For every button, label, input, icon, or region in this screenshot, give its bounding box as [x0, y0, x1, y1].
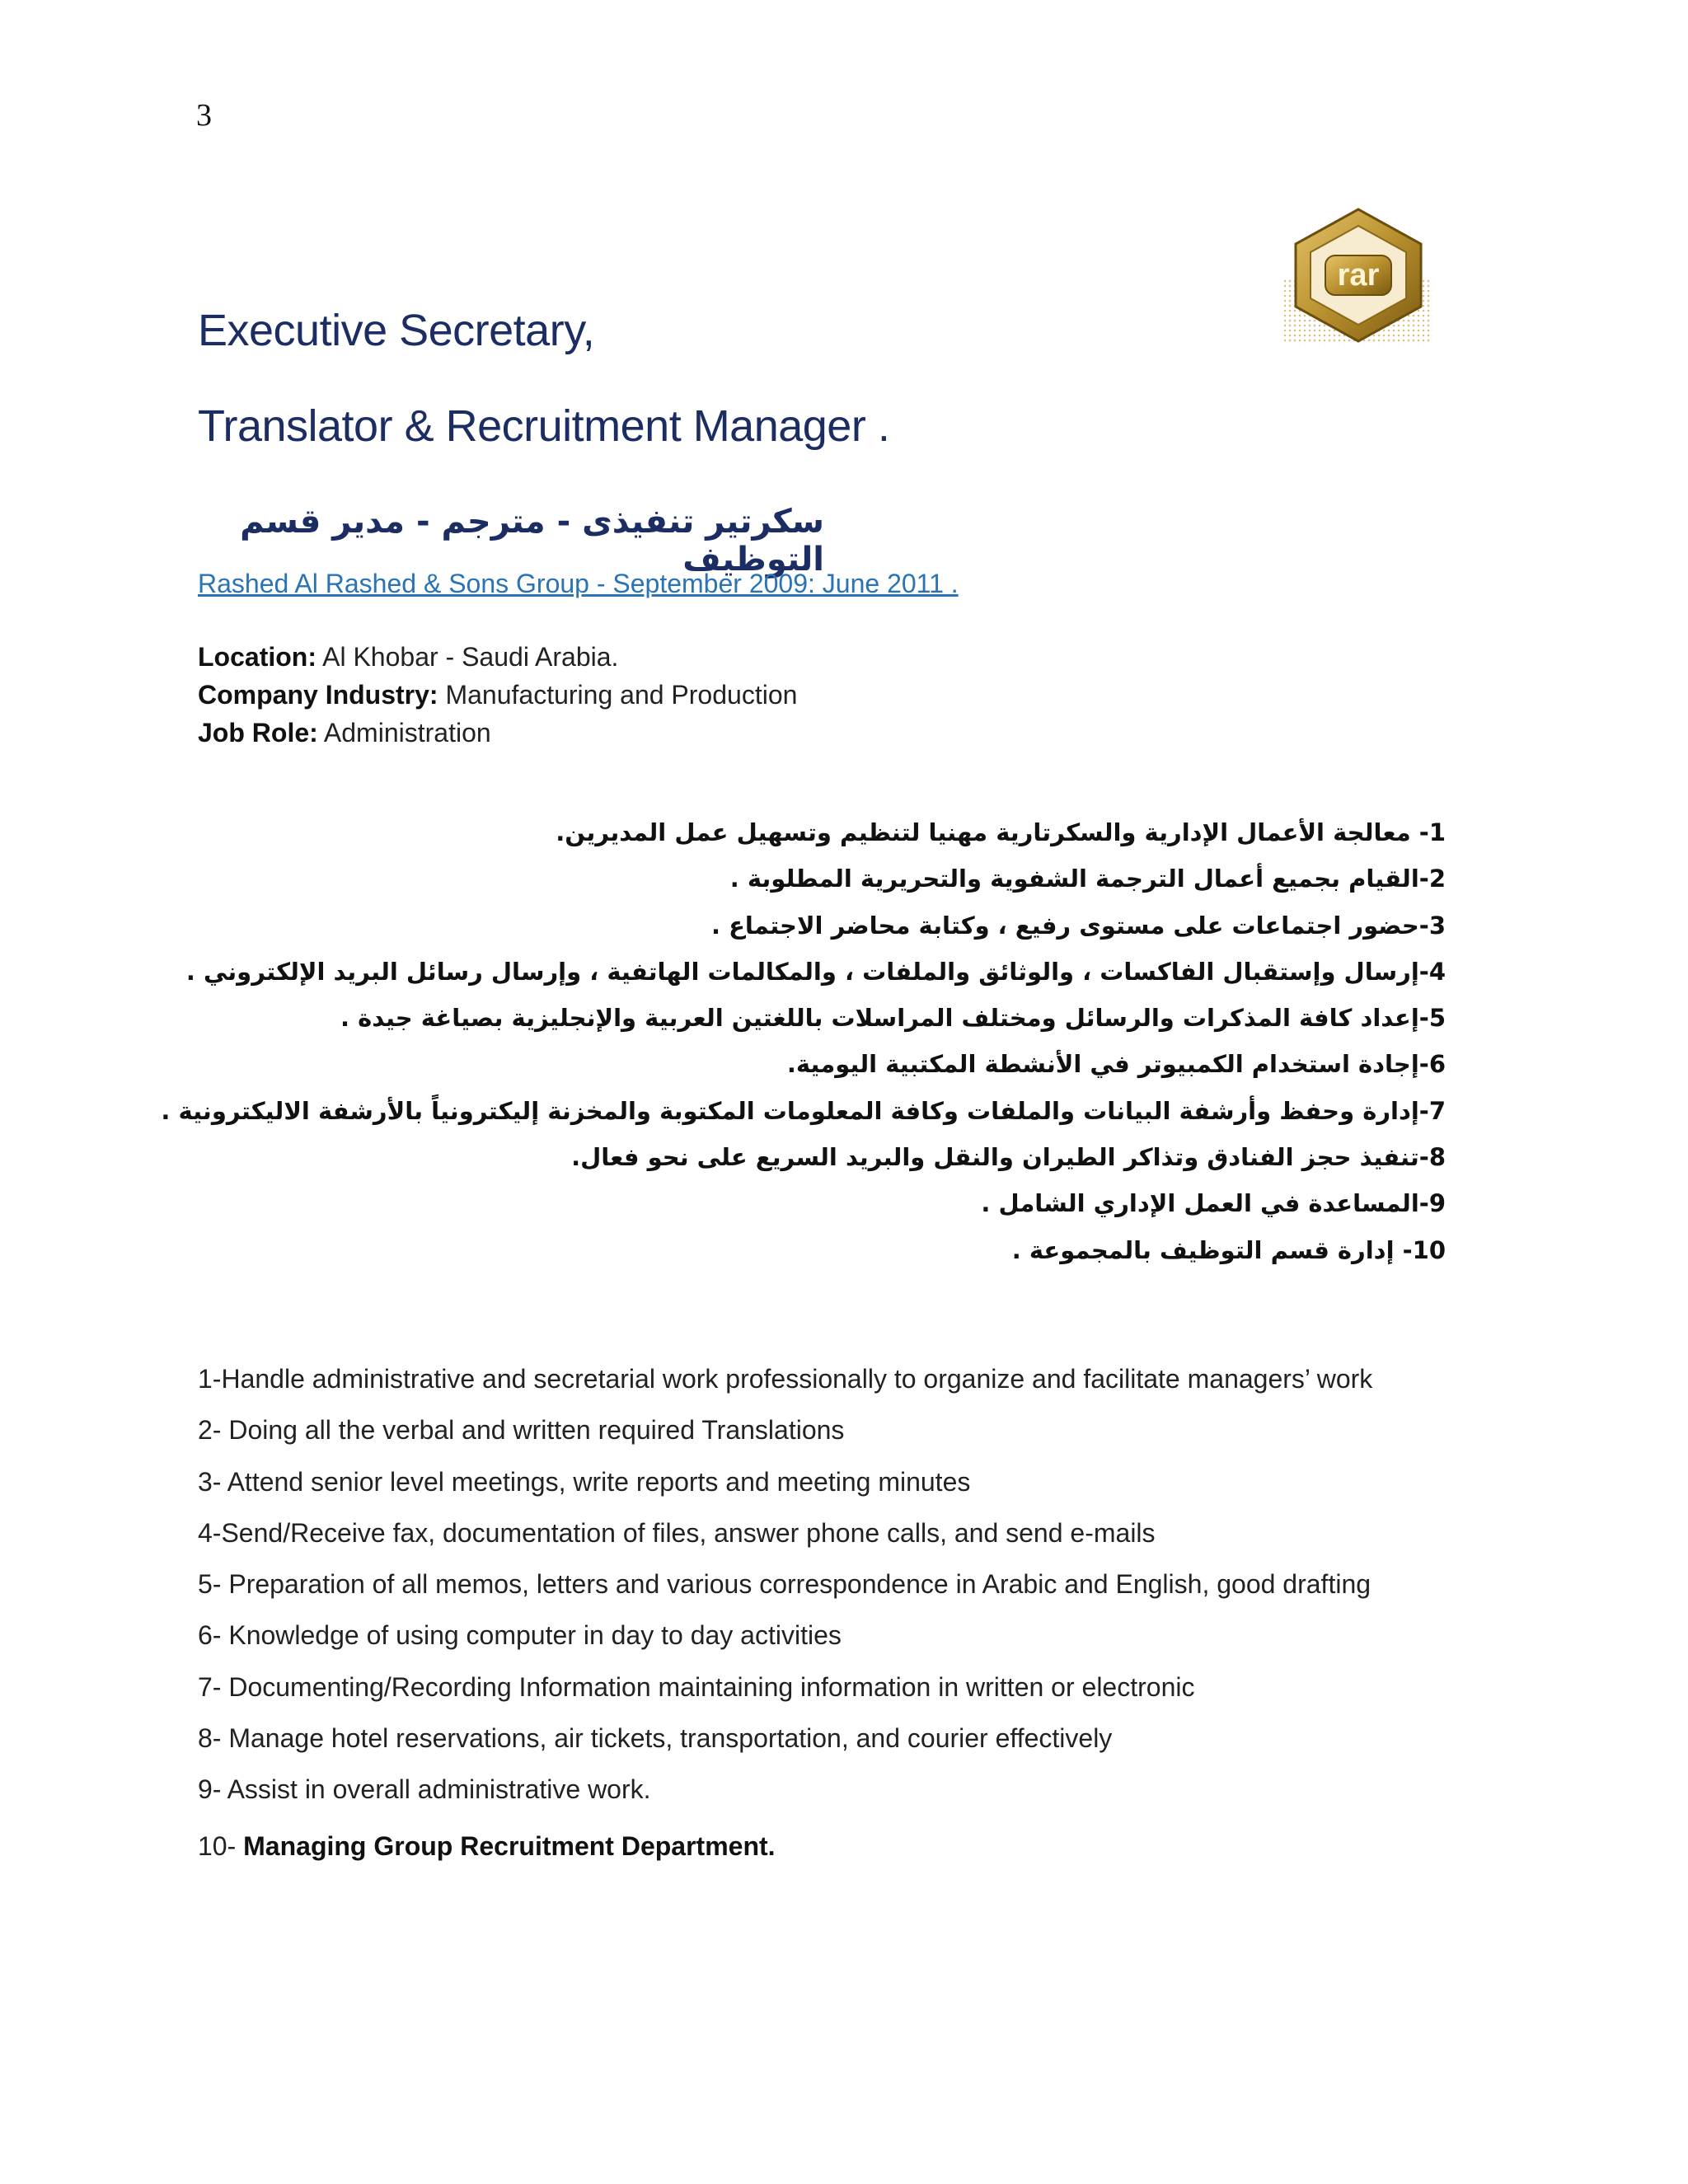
english-duty-bold: Managing Group Recruitment Department. [243, 1830, 776, 1861]
location-label: Location: [198, 642, 316, 672]
english-duty-item: 2- Doing all the verbal and written required Translations [198, 1415, 845, 1446]
job-title-line-2: Translator & Recruitment Manager . [198, 401, 890, 451]
job-role-row [198, 714, 797, 752]
industry-row [198, 676, 797, 714]
industry-value: Manufacturing and Production [438, 680, 798, 710]
english-duty-prefix: 10- [198, 1830, 244, 1861]
arabic-duty-item: 7-إدارة وحفظ وأرشفة البيانات والملفات وكافة المعلومات المكتوبة والمخزنة إليكترونياً بالأرشفة الاليكترونية . [161, 1096, 1446, 1125]
arabic-duty-item: 10- إدارة قسم التوظيف بالمجموعة . [1011, 1235, 1446, 1264]
english-duty-item: 3- Attend senior level meetings, write reports and meeting minutes [198, 1466, 971, 1497]
arabic-duty-item: 2-القيام بجميع أعمال الترجمة الشفوية والتحريرية المطلوبة . [729, 865, 1446, 893]
arabic-duty-item: 4-إرسال وإستقبال الفاكسات ، والوثائق والملفات ، والمكالمات الهاتفية ، وإرسال رسائل البريد الإلكتروني . [185, 957, 1446, 986]
english-duty-item: 9- Assist in overall administrative work. [198, 1774, 651, 1805]
arabic-duties-list [161, 809, 1446, 1273]
english-duties-list [198, 1360, 1451, 1878]
english-duty-item: 1-Handle administrative and secretarial work professionally to organize and facilitate managers’ work [198, 1364, 1373, 1394]
arabic-job-title: سكرتير تنفيذى - مترجم - مدير قسم التوظيف [240, 503, 824, 579]
job-title-line-1: Executive Secretary, [198, 306, 595, 355]
job-role-value: Administration [317, 718, 491, 748]
arabic-duty-item: 5-إعداد كافة المذكرات والرسائل ومختلف المراسلات باللغتين العربية والإنجليزية بصياغة جيدة . [340, 1004, 1446, 1033]
english-duty-item: 4-Send/Receive fax, documentation of files, answer phone calls, and send e-mails [198, 1517, 1156, 1548]
arabic-duty-item: 1- معالجة الأعمال الإدارية والسكرتارية مهنيا لتنظيم وتسهيل عمل المديرين. [556, 818, 1446, 846]
logo-text: rar [1337, 258, 1380, 293]
arabic-duty-item: 3-حضور اجتماعات على مستوى رفيع ، وكتابة محاضر الاجتماع . [710, 911, 1446, 940]
industry-label: Company Industry: [198, 680, 438, 710]
arabic-duty-item: 8-تنفيذ حجز الفنادق وتذاكر الطيران والنقل والبريد السريع على نحو فعال. [571, 1143, 1446, 1172]
arabic-duty-item: 9-المساعدة في العمل الإداري الشامل . [981, 1189, 1446, 1218]
company-link[interactable]: Rashed Al Rashed & Sons Group - September 2009: June 2011 . [198, 569, 959, 598]
location-row [198, 638, 797, 676]
english-duty-item: 5- Preparation of all memos, letters and various correspondence in Arabic and English, good drafting [198, 1569, 1372, 1600]
location-value: Al Khobar - Saudi Arabia. [316, 642, 619, 672]
english-duty-item: 7- Documenting/Recording Information maintaining information in written or electronic [198, 1671, 1195, 1702]
job-role-label: Job Role: [198, 718, 318, 748]
arabic-duty-item: 6-إجادة استخدام الكمبيوتر في الأنشطة المكتبية اليومية. [786, 1050, 1446, 1079]
english-duty-item: 6- Knowledge of using computer in day to day activities [198, 1620, 842, 1651]
english-duty-item-last [198, 1827, 1451, 1878]
english-duty-item: 8- Manage hotel reservations, air tickets, transportation, and courier effectively [198, 1723, 1113, 1754]
page-number: 3 [196, 98, 212, 133]
rar-logo-icon [1282, 204, 1434, 346]
job-info-block [198, 638, 797, 752]
